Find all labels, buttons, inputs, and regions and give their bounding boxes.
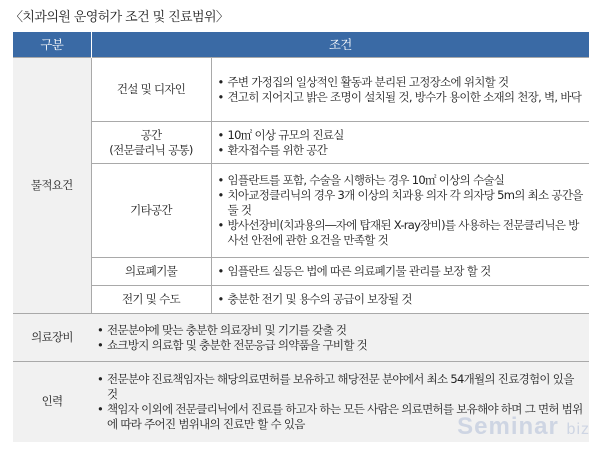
table-row	[13, 122, 589, 164]
condition-description	[91, 314, 589, 362]
list-item: • 쇼크방지 의료함 및 충분한 전문응급 의약품을 구비할 것	[97, 338, 583, 353]
condition-description	[211, 164, 589, 258]
subcategory-line: (전문클리닉 공통)	[109, 142, 193, 157]
subcategory-label: 전기 및 수도	[91, 286, 211, 314]
list-item: • 주변 가정집의 일상적인 활동과 분리된 고정장소에 위치할 것	[218, 75, 584, 90]
condition-description	[211, 58, 589, 122]
category-material: 물적요건	[13, 58, 91, 314]
list-item: • 치아교정클리닉의 경우 3개 이상의 치과용 의자 각 의자당 5m의 최소 공간을 둘 것	[218, 188, 584, 218]
subcategory-label: 건설 및 디자인	[91, 58, 211, 122]
watermark-logo	[457, 413, 590, 441]
conditions-table	[13, 32, 589, 442]
condition-description	[211, 286, 589, 314]
header-conditions: 조건	[91, 32, 589, 58]
list-item: • 충분한 전기 및 용수의 공급이 보장될 것	[218, 292, 584, 307]
list-item: • 임플란트 실등은 법에 따른 의료폐기물 관리를 보장 할 것	[218, 264, 584, 279]
category-equipment: 의료장비	[13, 314, 91, 362]
list-item: • 전문분야에 맞는 충분한 의료장비 및 기기를 갖출 것	[97, 323, 583, 338]
header-category: 구분	[13, 32, 91, 58]
list-item: • 임플란트를 포함, 수술을 시행하는 경우 10㎡ 이상의 수술실	[218, 173, 584, 188]
list-item: • 견고히 지어지고 밝은 조명이 설치될 것, 방수가 용이한 소재의 천장, 벽, 바닥	[218, 90, 584, 105]
subcategory-label	[91, 122, 211, 164]
condition-description	[211, 258, 589, 286]
table-row	[13, 164, 589, 258]
table-row	[13, 258, 589, 286]
subcategory-label: 기타공간	[91, 164, 211, 258]
condition-description	[211, 122, 589, 164]
list-item: • 10㎡ 이상 규모의 진료실	[218, 128, 584, 143]
table-row	[13, 286, 589, 314]
list-item: • 방사선장비(치과용의―자에 탑재된 X-ray장비)를 사용하는 전문클리닉은 방사선 안전에 관한 요건을 만족할 것	[218, 218, 584, 248]
list-item: • 책임자 이외에 전문클리닉에서 진료를 하고자 하는 모든 사람은 의료면허를 보유해야 하며 그 면허 범위에 따라 주어진 범위내의 진료만 할 수 있음	[97, 402, 583, 432]
subcategory-label: 의료폐기물	[91, 258, 211, 286]
list-item: • 환자접수를 위한 공간	[218, 143, 584, 158]
table-header-row	[13, 32, 589, 58]
list-item: • 전문분야 진료책임자는 해당의료면허를 보유하고 해당전문 분야에서 최소 54개월의 진료경험이 있을 것	[97, 372, 583, 402]
watermark-main: Seminar	[457, 413, 559, 440]
watermark-sub: biz	[566, 421, 590, 438]
page-title: 〈치과의원 운영허가 조건 및 진료범위〉	[10, 10, 229, 25]
table-row	[13, 58, 589, 122]
table-row	[13, 314, 589, 362]
category-personnel: 인력	[13, 362, 91, 442]
subcategory-line: 공간	[140, 127, 162, 142]
